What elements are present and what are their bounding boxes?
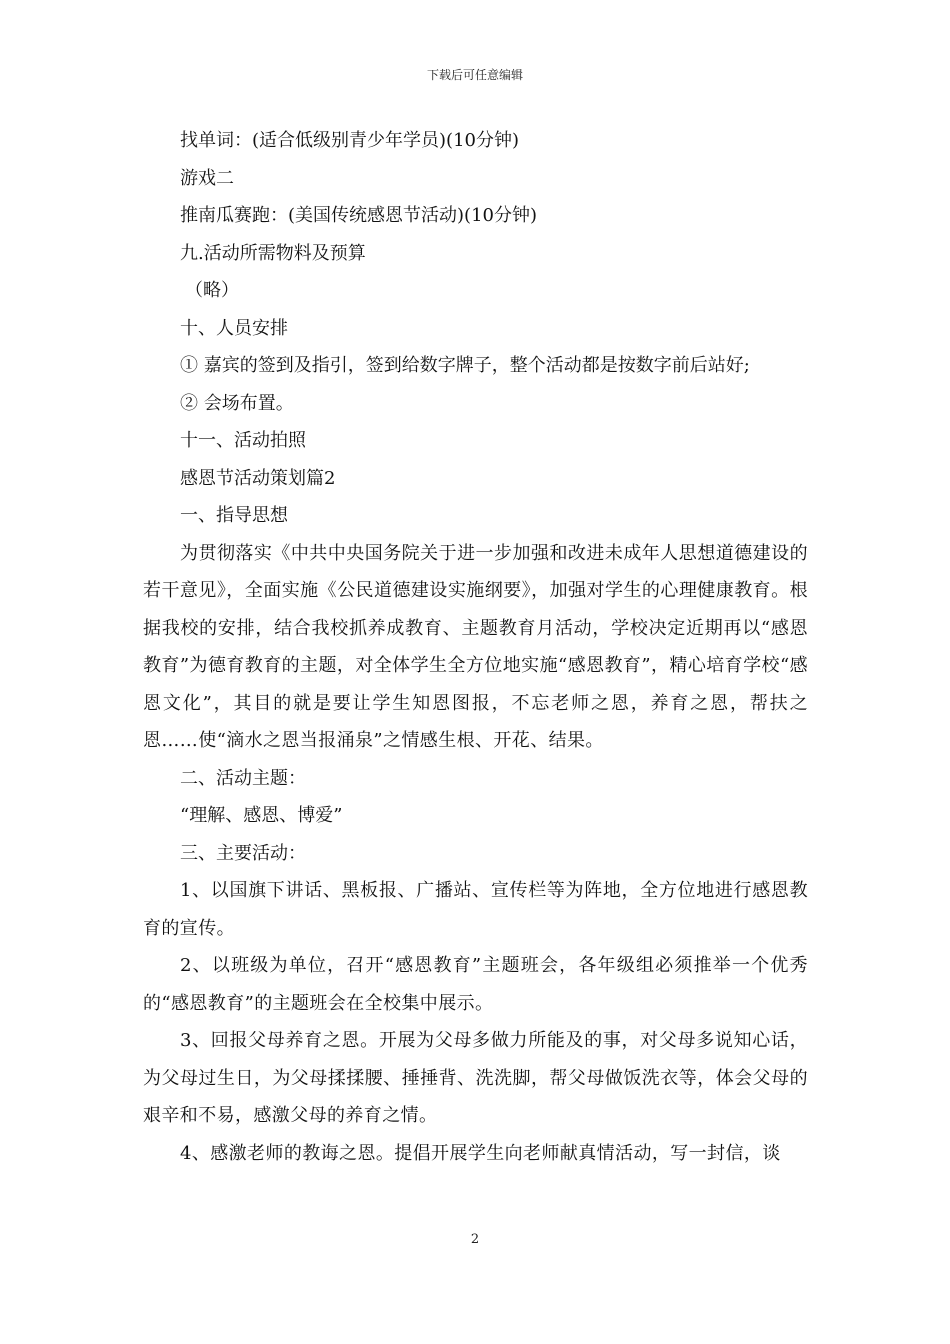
document-body <box>143 122 808 1172</box>
line-find-words: 找单词：(适合低级别青少年学员)(10分钟) <box>180 130 519 151</box>
paragraph-activity-4: 4、感激老师的教诲之恩。提倡开展学生向老师献真情活动，写一封信，谈 <box>180 1142 781 1164</box>
paragraph-activity-2: 2、以班级为单位，召开“感恩教育”主题班会，各年级组必须推举一个优秀的“感恩教育”的主题班会在全校集中展示。 <box>143 955 808 1014</box>
section-heading-photos: 十一、活动拍照 <box>180 430 306 451</box>
section-heading-activities: 三、主要活动： <box>180 842 306 864</box>
paragraph-guiding-thought: 为贯彻落实《中共中央国务院关于进一步加强和改进未成年人思想道德建设的若干意见》，全面实施《公民道德建设实施纲要》，加强对学生的心理健康教育。根据我校的安排，结合我校抓养成教育、主题教育月活动，学校决定近期再以“感恩教育”为德育教育的主题，对全体学生全方位地实施“感恩教育”，精心培育学校“感恩文化”，其目的就是要让学生知恩图报，不忘老师之恩，养育之恩，帮扶之恩……使“滴水之恩当报涌泉”之情感生根、开花、结果。 <box>143 542 808 751</box>
staff-item-2: ② 会场布置。 <box>180 392 294 414</box>
line-game-two: 游戏二 <box>180 167 234 189</box>
paragraph-activity-1: 1、以国旗下讲话、黑板报、广播站、宣传栏等为阵地，全方位地进行感恩教育的宣传。 <box>143 880 808 939</box>
section-heading-guiding-thought: 一、指导思想 <box>180 505 288 526</box>
page-header: 下载后可任意编辑 <box>426 68 523 82</box>
section-heading-materials: 九.活动所需物料及预算 <box>180 242 366 264</box>
paragraph-activity-3: 3、回报父母养育之恩。开展为父母多做力所能及的事，对父母多说知心话，为父母过生日，为父母揉揉腰、捶捶背、洗洗脚，帮父母做饭洗衣等，体会父母的艰辛和不易，感激父母的养育之情。 <box>143 1030 808 1126</box>
line-omitted: （略） <box>185 280 239 301</box>
section-heading-staff: 十、人员安排 <box>180 317 288 339</box>
section-heading-theme: 二、活动主题： <box>180 767 306 789</box>
article-title: 感恩节活动策划篇2 <box>180 467 336 489</box>
line-pumpkin-race: 推南瓜赛跑：(美国传统感恩节活动)(10分钟) <box>180 205 537 226</box>
line-theme: “理解、感恩、博爱” <box>180 805 343 826</box>
page-number: 2 <box>470 1232 480 1247</box>
staff-item-1: ① 嘉宾的签到及指引，签到给数字牌子，整个活动都是按数字前后站好; <box>180 355 750 376</box>
